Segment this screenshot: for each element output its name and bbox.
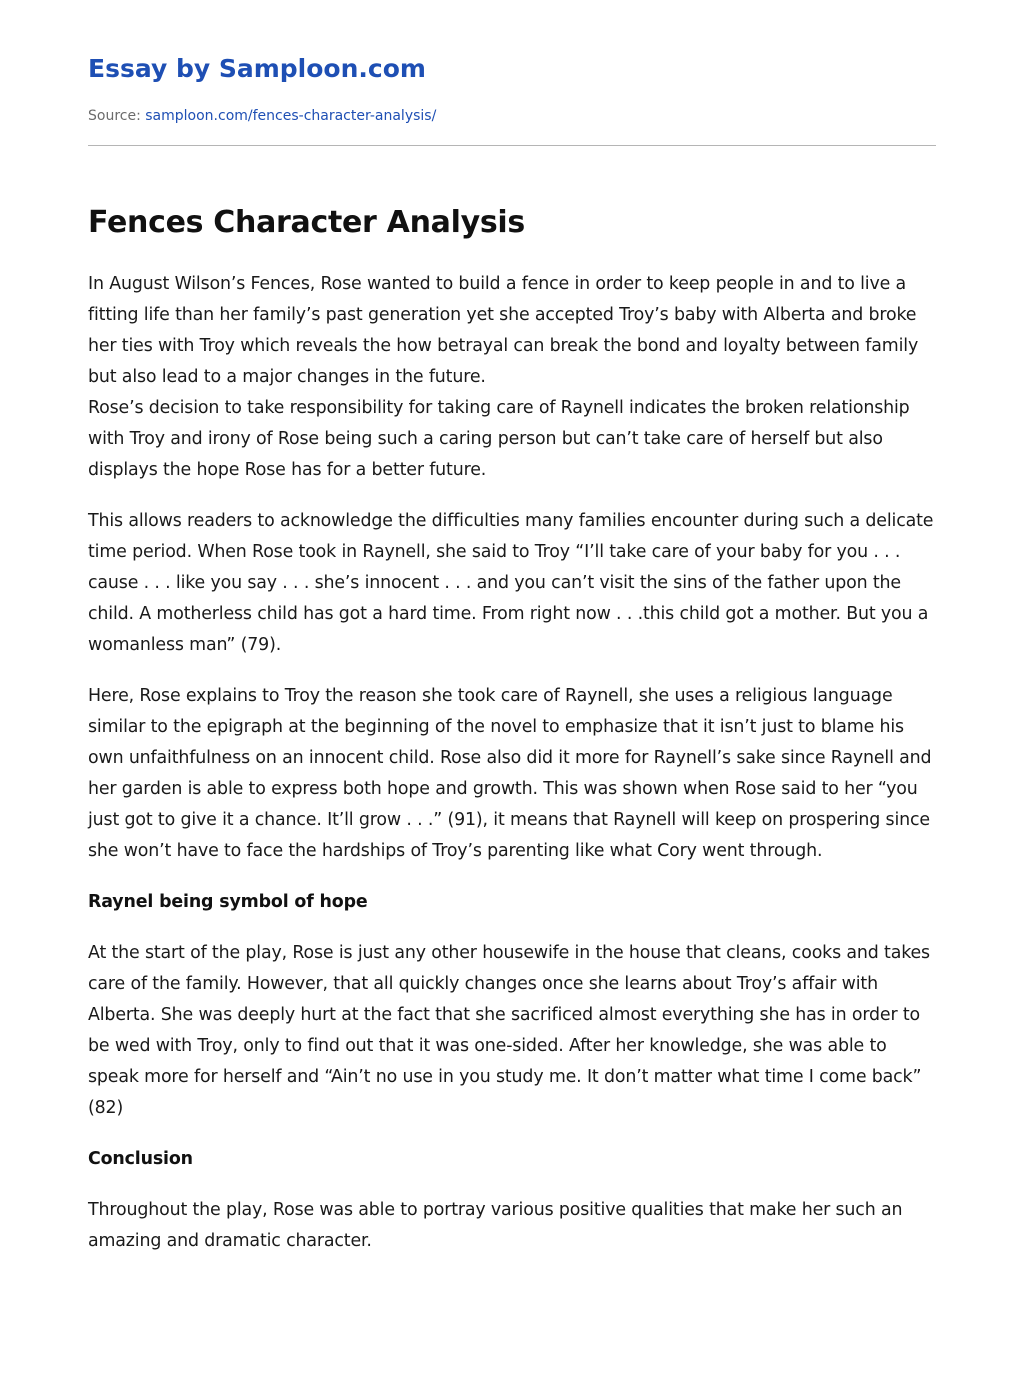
source-label: Source: — [88, 108, 141, 124]
site-brand[interactable]: Essay by Samploon.com — [88, 54, 426, 83]
section-heading-hope: Raynel being symbol of hope — [88, 892, 368, 912]
header-divider — [88, 145, 936, 146]
paragraph-1: In August Wilson’s Fences, Rose wanted to build a fence in order to keep people in and to live a fitting life than her family’s past generation yet she accepted Troy’s baby with Alberta and broke her ties with Troy which reveals the how betrayal can break the bond and loyalty between family but also lead to a major changes in the future. — [88, 274, 919, 387]
essay-title: Fences Character Analysis — [88, 205, 525, 240]
paragraph-3: This allows readers to acknowledge the difficulties many families encounter during such a delicate time period. When Rose took in Raynell, she said to Troy “I’ll take care of your baby for you . . . cause . . . like you say . . . she’s innocent . . . and you can’t visit the sins of the father upon the child. A motherless child has got a hard time. From right now . . .this child got a mother. But you a womanless man” (79). — [88, 511, 934, 655]
paragraph-2: Rose’s decision to take responsibility for taking care of Raynell indicates the broken relationship with Troy and irony of Rose being such a caring person but can’t take care of herself but also displays the hope Rose has for a better future. — [88, 398, 910, 480]
source-line — [88, 106, 436, 126]
paragraph-6: Throughout the play, Rose was able to portray various positive qualities that make her such an amazing and dramatic character. — [88, 1200, 903, 1251]
paragraph-5: At the start of the play, Rose is just any other housewife in the house that cleans, cooks and takes care of the family. However, that all quickly changes once she learns about Troy’s affair with Alberta. She was deeply hurt at the fact that she sacrificed almost everything she has in order to be wed with Troy, only to find out that it was one-sided. After her knowledge, she was able to speak more for herself and “Ain’t no use in you study me. It don’t matter what time I come back” (82) — [88, 943, 930, 1118]
paragraph-4: Here, Rose explains to Troy the reason she took care of Raynell, she uses a religious language similar to the epigraph at the beginning of the novel to emphasize that it isn’t just to blame his own unfaithfulness on an innocent child. Rose also did it more for Raynell’s sake since Raynell and her garden is able to express both hope and growth. This was shown when Rose said to her “you just got to give it a chance. It’ll grow . . .” (91), it means that Raynell will keep on prospering since she won’t have to face the hardships of Troy’s parenting like what Cory went through. — [88, 686, 932, 861]
source-link[interactable]: samploon.com/fences-character-analysis/ — [145, 108, 437, 124]
essay-body — [88, 269, 936, 1257]
section-heading-conclusion: Conclusion — [88, 1149, 193, 1169]
